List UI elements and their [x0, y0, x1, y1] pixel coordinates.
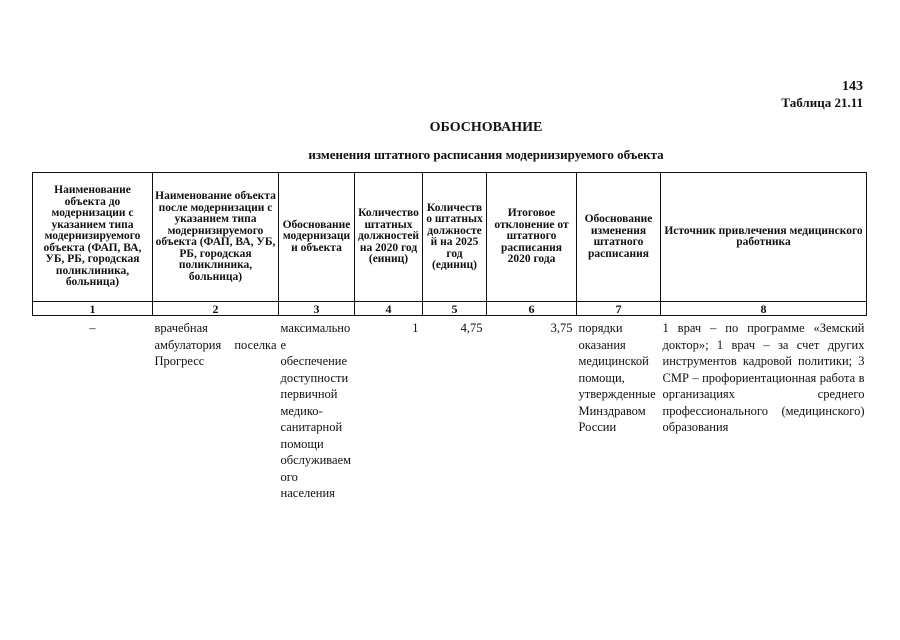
header-object-after: Наименование объекта после модернизации с указанием типа модернизируемого объекта (ФАП, ВА, УБ, РБ, городская поликлиника, больница): [153, 173, 279, 302]
header-total-deviation: Итоговое отклонение от штатного расписания 2020 года: [487, 173, 577, 302]
cell-object-before: –: [89, 321, 96, 335]
column-number: 7: [577, 302, 661, 316]
header-recruitment-source: Источник привлечения медицинского работника: [661, 173, 867, 302]
column-number: 5: [423, 302, 487, 316]
cell-staff-2020: 1: [412, 321, 419, 335]
table-label: Таблица 21.11: [781, 95, 863, 110]
column-number: 2: [153, 302, 279, 316]
column-number: 1: [33, 302, 153, 316]
page-number: 143: [842, 79, 863, 94]
cell-recruitment-source: 1 врач – по программе «Земский доктор»; 1 врач – за счет других инструментов кадровой политики; 3 СМР – профориентационная работа в организациях среднего профессионального (медицинского) образования: [662, 321, 865, 434]
column-number: 8: [661, 302, 867, 316]
staffing-justification-table: [32, 172, 867, 504]
document-subtitle: изменения штатного расписания модернизируемого объекта: [308, 147, 664, 162]
cell-modernization-justification: максимальное обеспечение доступности первичной медико-санитарной помощи обслуживаемого населения: [280, 321, 352, 500]
cell-total-deviation: 3,75: [550, 321, 573, 335]
column-number: 3: [279, 302, 355, 316]
cell-staffing-justification: порядки оказания медицинской помощи, утвержденные Минздравом России: [578, 321, 656, 434]
column-number: 6: [487, 302, 577, 316]
cell-object-after: врачебная амбулатория поселка Прогресс: [154, 321, 277, 368]
column-number: 4: [355, 302, 423, 316]
column-number-row: [33, 302, 867, 316]
header-modernization-justification: Обоснование модернизации объекта: [279, 173, 355, 302]
cell-staff-2025: 4,75: [460, 321, 483, 335]
header-staff-2025: Количество штатных должностей на 2025 год (единиц): [423, 173, 487, 302]
header-row: [33, 173, 867, 302]
header-staff-2020: Количество штатных должностей на 2020 год (еиниц): [355, 173, 423, 302]
document-title: ОБОСНОВАНИЕ: [429, 120, 543, 135]
header-object-before: Наименование объекта до модернизации с указанием типа модернизируемого объекта (ФАП, ВА, УБ, РБ, городская поликлиника, больница): [33, 173, 153, 302]
header-staffing-justification: Обоснование изменения штатного расписания: [577, 173, 661, 302]
table-row: [33, 316, 867, 504]
